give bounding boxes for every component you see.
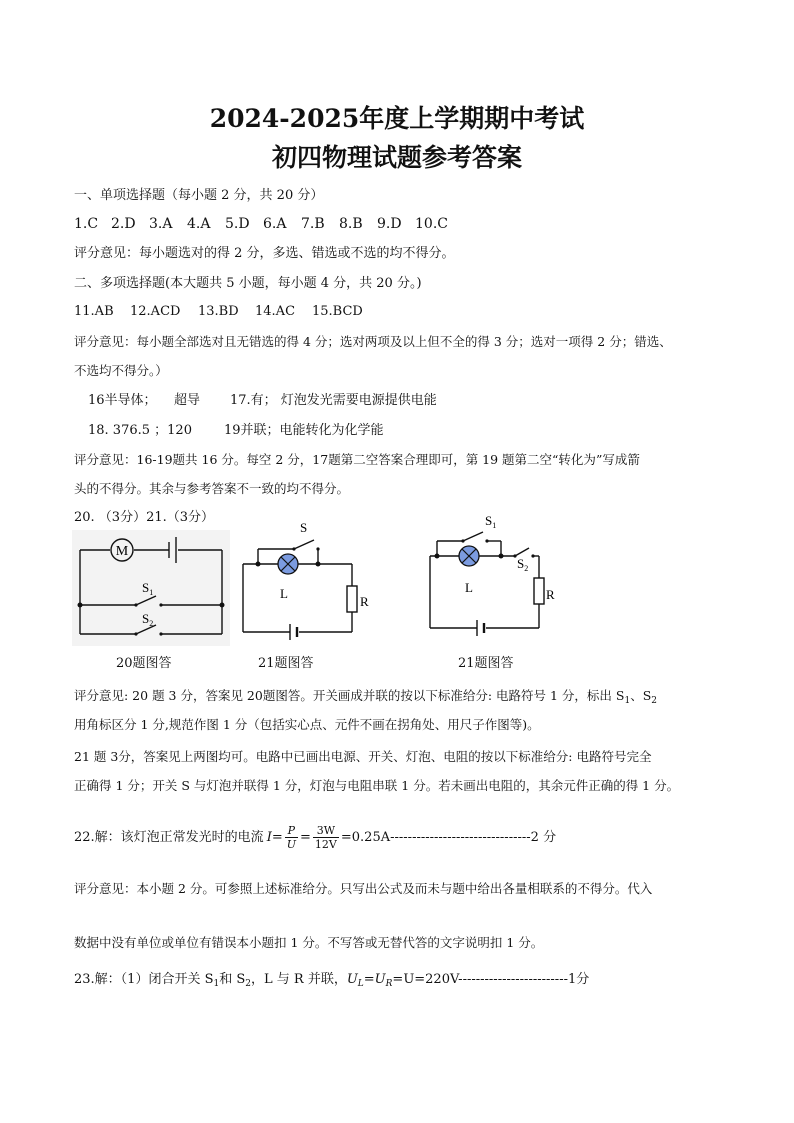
answer-item: 9.D bbox=[377, 216, 402, 232]
circuit-diagram-21a bbox=[240, 516, 370, 636]
q20-scoring-cont: 用角标区分 1 分,规范作图 1 分（包括实心点、元件不画在拐角处、用尺子作图等)。 bbox=[74, 717, 540, 732]
answer-item: 14.AC bbox=[255, 304, 296, 319]
page-title: 2024-2025年度上学期期中考试 bbox=[209, 104, 585, 133]
resistor-label: R bbox=[360, 594, 369, 609]
value-fraction: $\frac{3W}{12V}$ bbox=[314, 824, 337, 851]
lamp-label: L bbox=[280, 586, 288, 601]
circuit-diagram-20 bbox=[72, 530, 230, 646]
q20-scoring: 评分意见: 20 题 3 分，答案见 20题图答。开关画成并联的按以下标准给分: 电路符号 1 分，标出 $S_1$、$S_2$ bbox=[74, 688, 658, 706]
q22-scoring: 评分意见：本小题 2 分。可参照上述标准给分。只写出公式及而未与题中给出各量相联系的不得分。代入 bbox=[74, 881, 653, 896]
switch-s2-label: $S_2$ bbox=[142, 611, 154, 628]
single-choice-scoring: 评分意见：每小题选对的得 2 分，多选、错选或不选的均不得分。 bbox=[74, 246, 455, 261]
multi-choice-scoring-cont: 不选均不得分。） bbox=[74, 363, 168, 378]
drawing-heading: 20. （3分）21.（3分） bbox=[74, 510, 215, 525]
answer-item: 5.D bbox=[225, 216, 250, 232]
answer-item: 7.B bbox=[301, 216, 325, 232]
answer-item: 10.C bbox=[415, 216, 448, 232]
switch-s2-label: $S_2$ bbox=[517, 556, 529, 573]
answer-item: 13.BD bbox=[198, 304, 239, 319]
fill-blank-scoring: 评分意见：16-19题共 16 分。每空 2 分，17题第二空答案合理即可，第 19 题第二空“转化为”写成箭 bbox=[74, 452, 640, 467]
multi-choice-scoring: 评分意见：每小题全部选对且无错选的得 4 分；选对两项及以上但不全的得 3 分；选对一项得 2 分；错选、 bbox=[74, 334, 672, 349]
answer-item: 4.A bbox=[187, 216, 211, 232]
answer-item: 15.BCD bbox=[312, 304, 363, 319]
page-subtitle: 初四物理试题参考答案 bbox=[271, 143, 522, 172]
single-choice-heading: 一、单项选择题（每小题 2 分，共 20 分） bbox=[74, 188, 324, 203]
answer-item: 2.D bbox=[111, 216, 136, 232]
q21-scoring: 21 题 3分，答案见上两图均可。电路中已画出电源、开关、灯泡、电阻的按以下标准给分: 电路符号完全 bbox=[74, 749, 652, 764]
answer-16b: 超导 bbox=[174, 393, 201, 408]
switch-s1-label: $S_1$ bbox=[142, 580, 154, 597]
multi-choice-answers bbox=[74, 304, 363, 320]
answer-16: 16半导体； bbox=[88, 393, 157, 408]
resistor-label: R bbox=[546, 587, 555, 602]
switch-s1-label: $S_1$ bbox=[485, 513, 497, 530]
answer-18: 18. 376.5 ；120 bbox=[88, 423, 192, 438]
figure-20-caption: 20题图答 bbox=[116, 656, 172, 671]
figure-21b-caption: 21题图答 bbox=[458, 656, 514, 671]
answer-item: 8.B bbox=[339, 216, 363, 232]
formula-fraction: $\frac{P}{U}$ bbox=[286, 824, 297, 851]
q22-scoring-cont: 数据中没有单位或单位有错误本小题扣 1 分。不写答或无替代答的文字说明扣 1 分。 bbox=[74, 935, 544, 950]
q21-scoring-cont: 正确得 1 分；开关 S 与灯泡并联得 1 分，灯泡与电阻串联 1 分。若未画出电阻的，其余元件正确的得 1 分。 bbox=[74, 778, 680, 793]
single-choice-answers bbox=[74, 216, 448, 232]
switch-s-label: S bbox=[300, 520, 308, 535]
multi-choice-heading: 二、多项选择题(本大题共 5 小题，每小题 4 分，共 20 分。) bbox=[74, 276, 422, 291]
circuit-diagram-21b bbox=[425, 510, 555, 640]
q22-solution: 22.解：该灯泡正常发光时的电流 I= $\frac{P}{U}$ = $\frac{3W}{12V}$ =0.25A--------------------------------2 分 bbox=[74, 824, 557, 851]
answer-17: 17.有； 灯泡发光需要电源提供电能 bbox=[230, 393, 437, 408]
answer-item: 6.A bbox=[263, 216, 287, 232]
answer-item: 1.C bbox=[74, 216, 99, 232]
answer-item: 3.A bbox=[149, 216, 173, 232]
motor-label: M bbox=[115, 544, 129, 559]
answer-item: 11.AB bbox=[74, 304, 114, 319]
answer-item: 12.ACD bbox=[130, 304, 181, 319]
figure-21a-caption: 21题图答 bbox=[258, 656, 314, 671]
q23-solution: 23.解：（1）闭合开关 $S_1$和 $S_2$，L 与 R 并联，$U_L=U_R=U=220V-------------------------1$分 bbox=[74, 972, 590, 989]
lamp-label: L bbox=[465, 580, 473, 595]
answer-19: 19并联；电能转化为化学能 bbox=[224, 423, 384, 438]
fill-blank-scoring-cont: 头的不得分。其余与参考答案不一致的均不得分。 bbox=[74, 481, 350, 496]
